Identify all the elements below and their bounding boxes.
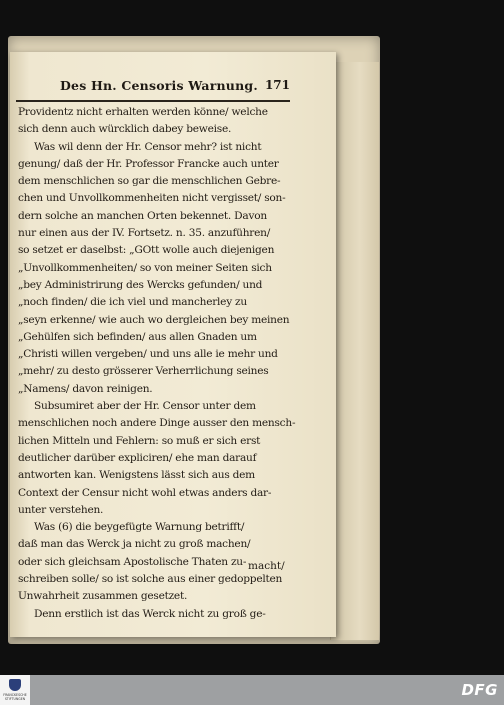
text-line: menschlichen noch andere Dinge ausser den mensch- bbox=[18, 417, 296, 430]
text-line: daß man das Werck ja nicht zu groß machen/ bbox=[18, 538, 251, 551]
text-line: Was wil denn der Hr. Censor mehr? ist nicht bbox=[34, 140, 262, 153]
text-line: deutlicher darüber expliciren/ ehe man darauf bbox=[18, 451, 257, 464]
text-line: „mehr/ zu desto grösserer Verherrlichung seines bbox=[18, 365, 269, 378]
text-line: antworten kan. Wenigstens lässt sich aus dem bbox=[18, 469, 255, 482]
text-line: genung/ daß der Hr. Professor Francke auch unter bbox=[18, 157, 279, 170]
crest-icon bbox=[9, 679, 21, 691]
text-line: „seyn erkenne/ wie auch wo dergleichen bey meinen bbox=[18, 313, 290, 326]
text-line: Context der Censur nicht wohl etwas anders dar- bbox=[18, 486, 272, 499]
text-line: unter verstehen. bbox=[18, 503, 104, 516]
running-head: Des Hn. Censoris Warnung. bbox=[60, 78, 258, 93]
page-header bbox=[38, 78, 290, 98]
text-line: Providentz nicht erhalten werden könne/ welche bbox=[18, 106, 268, 118]
dfg-logo[interactable]: DFG bbox=[461, 681, 498, 699]
text-line: nur einen aus der IV. Fortsetz. n. 35. anzuführen/ bbox=[18, 227, 271, 240]
catchword: macht/ bbox=[248, 560, 285, 572]
text-line: schreiben solle/ so ist solche aus einer gedoppelten bbox=[18, 573, 283, 586]
text-line: Was (6) die beygefügte Warnung betrifft/ bbox=[34, 521, 245, 534]
text-line: „Unvollkommenheiten/ so von meiner Seiten sich bbox=[18, 261, 272, 274]
text-line: so setzet er daselbst: „GOtt wolle auch diejenigen bbox=[18, 244, 275, 257]
text-line: lichen Mitteln und Fehlern: so muß er sich erst bbox=[18, 434, 261, 447]
header-rule bbox=[16, 100, 290, 102]
page-number: 171 bbox=[264, 78, 290, 92]
text-line: Unwahrheit zusammen gesetzet. bbox=[18, 590, 188, 603]
text-line: dem menschlichen so gar die menschlichen Gebre- bbox=[18, 175, 281, 188]
text-line: Denn erstlich ist das Werck nicht zu groß ge- bbox=[34, 607, 266, 620]
text-line: sich denn auch würcklich dabey beweise. bbox=[18, 123, 232, 136]
text-line: chen und Unvollkommenheiten nicht vergisset/ son- bbox=[18, 192, 286, 205]
text-line: „bey Administrirung des Wercks gefunden/ und bbox=[18, 278, 263, 291]
text-line: „noch finden/ die ich viel und mancherley zu bbox=[18, 296, 247, 309]
viewer-footer bbox=[0, 675, 504, 705]
text-line: dern solche an manchen Orten bekennet. Davon bbox=[18, 209, 267, 222]
logo-text: FRANCKESCHE STIFTUNGEN bbox=[3, 693, 27, 701]
text-line: „Gehülfen sich befinden/ aus allen Gnaden um bbox=[18, 330, 257, 343]
text-line: oder sich gleichsam Apostolische Thaten zu- bbox=[18, 555, 247, 568]
body-text bbox=[18, 104, 296, 623]
text-line: „Namens/ davon reinigen. bbox=[18, 382, 153, 395]
page-edges bbox=[330, 62, 379, 640]
institution-logo[interactable] bbox=[0, 675, 30, 705]
text-line: „Christi willen vergeben/ und uns alle ie mehr und bbox=[18, 348, 278, 361]
text-line: Subsumiret aber der Hr. Censor unter dem bbox=[34, 400, 256, 413]
